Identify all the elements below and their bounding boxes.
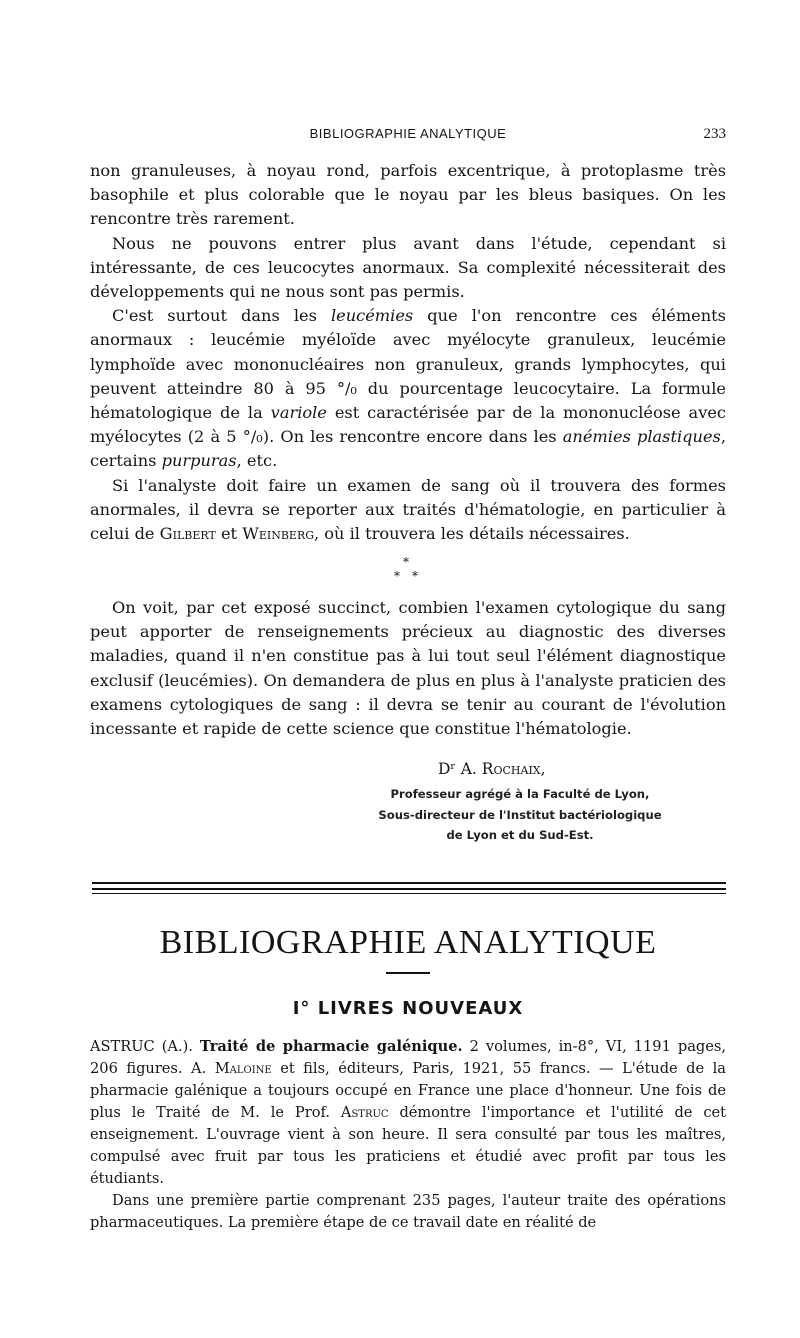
publisher-name: Maloine bbox=[214, 1060, 272, 1077]
asterisk: * bbox=[412, 569, 418, 583]
paragraph-3 bbox=[90, 304, 726, 473]
text-run: 2 volumes, in-8°, VI, 1191 pages, 206 figures. A. bbox=[90, 1038, 726, 1077]
asterisk: * bbox=[403, 555, 409, 569]
paragraph-4 bbox=[90, 474, 726, 547]
asterisk: * bbox=[394, 569, 400, 583]
text-run: et bbox=[215, 524, 243, 544]
paragraph-1: non granuleuses, à noyau rond, parfois excentrique, à protoplasme très basophile et plus colorable que le noyau par les bleus basiques. On les rencontre très rarement. bbox=[90, 161, 726, 229]
subsection-title: I° LIVRES NOUVEAUX bbox=[292, 998, 524, 1019]
text-run: C'est surtout dans les bbox=[112, 306, 331, 326]
affiliation bbox=[330, 784, 710, 846]
section-title: BIBLIOGRAPHIE ANALYTIQUE bbox=[159, 924, 657, 961]
title-rule bbox=[386, 972, 430, 974]
text-run: est caractérisée par de la mononucléose avec myélocytes (2 à 5 °/₀). On les rencontre encore dans les bbox=[90, 403, 726, 447]
italic-term: anémies plastiques bbox=[562, 427, 721, 447]
italic-term: variole bbox=[270, 403, 327, 423]
book-review bbox=[90, 1036, 726, 1234]
italic-term: leucémies bbox=[330, 306, 414, 326]
signature-block bbox=[330, 758, 710, 846]
text-run: , etc. bbox=[236, 451, 278, 471]
running-title: BIBLIOGRAPHIE ANALYTIQUE bbox=[309, 126, 507, 141]
author-title: Dʳ A. bbox=[438, 760, 482, 778]
page-number: 233 bbox=[703, 126, 726, 142]
author-name: Gilbert bbox=[159, 524, 216, 544]
text-run: démontre l'importance et l'utilité de cet enseignement. L'ouvrage vient à son heure. Il sera consulté par tous les maîtres, compulsé avec fruit par tous les praticiens et étudié avec profit par tous les étudiants. bbox=[90, 1104, 726, 1187]
signature-author bbox=[438, 758, 710, 780]
text-run: Si l'analyste doit faire un examen de sang où il trouvera des formes anormales, il devra se reporter aux traités d'hématologie, en particulier à celui de bbox=[90, 475, 726, 544]
body-text-upper bbox=[90, 159, 726, 546]
author-name: Weinberg bbox=[242, 524, 315, 544]
review-author: ASTRUC (A.). bbox=[90, 1038, 200, 1055]
text-run: , bbox=[540, 760, 546, 778]
text-run: et fils, éditeurs, Paris, 1921, 55 francs. — L'étude de la pharmacie galénique a toujours occupé en France une place d'honneur. Une fois de plus le Traité de M. le Prof. bbox=[90, 1060, 726, 1121]
review-paragraph-1 bbox=[90, 1036, 726, 1190]
affiliation-line: de Lyon et du Sud-Est. bbox=[446, 828, 594, 842]
professor-name: Astruc bbox=[340, 1104, 389, 1121]
author-name: Rochaix bbox=[481, 760, 541, 778]
affiliation-line: Sous-directeur de l'Institut bactériologique bbox=[378, 807, 662, 822]
paragraph-2: Nous ne pouvons entrer plus avant dans l'étude, cependant si intéressante, de ces leucocytes anormaux. Sa complexité nécessiterait des développements qui ne nous sont pas permis. bbox=[90, 233, 726, 302]
affiliation-line: Professeur agrégé à la Faculté de Lyon, bbox=[390, 787, 650, 801]
section-divider bbox=[92, 893, 726, 894]
book-title: Traité de pharmacie galénique. bbox=[199, 1038, 463, 1055]
section-divider bbox=[92, 888, 726, 890]
text-run: , certains bbox=[90, 427, 726, 471]
text-run: que l'on rencontre ces éléments anormaux : leucémie myéloïde avec myélocyte granuleux, leucémie lymphoïde avec mononucléaires non granuleux, grands lymphocytes, qui peuvent atteindre 80 à 95 °/₀ du pourcentage leucocytaire. La formule hématologique de la bbox=[90, 306, 726, 423]
asterism-separator bbox=[388, 556, 428, 590]
page-header bbox=[90, 126, 726, 146]
review-paragraph-2: Dans une première partie comprenant 235 pages, l'auteur traite des opérations pharmaceutiques. La première étape de ce travail date en réalité de bbox=[90, 1192, 726, 1231]
body-text-conclusion bbox=[90, 596, 726, 741]
italic-term: purpuras bbox=[161, 451, 237, 471]
paragraph-5: On voit, par cet exposé succinct, combien l'examen cytologique du sang peut apporter de renseignements précieux au diagnostic des diverses maladies, quand il n'en constitue pas à lui tout seul l'élément diagnostique exclusif (leucémies). On demandera de plus en plus à l'analyste praticien des examens cytologiques de sang : il devra se tenir au courant de l'évolution incessante et rapide de cette science que constitue l'hématologie. bbox=[90, 598, 726, 739]
text-run: , où il trouvera les détails nécessaires. bbox=[314, 524, 630, 544]
section-divider bbox=[92, 882, 726, 884]
